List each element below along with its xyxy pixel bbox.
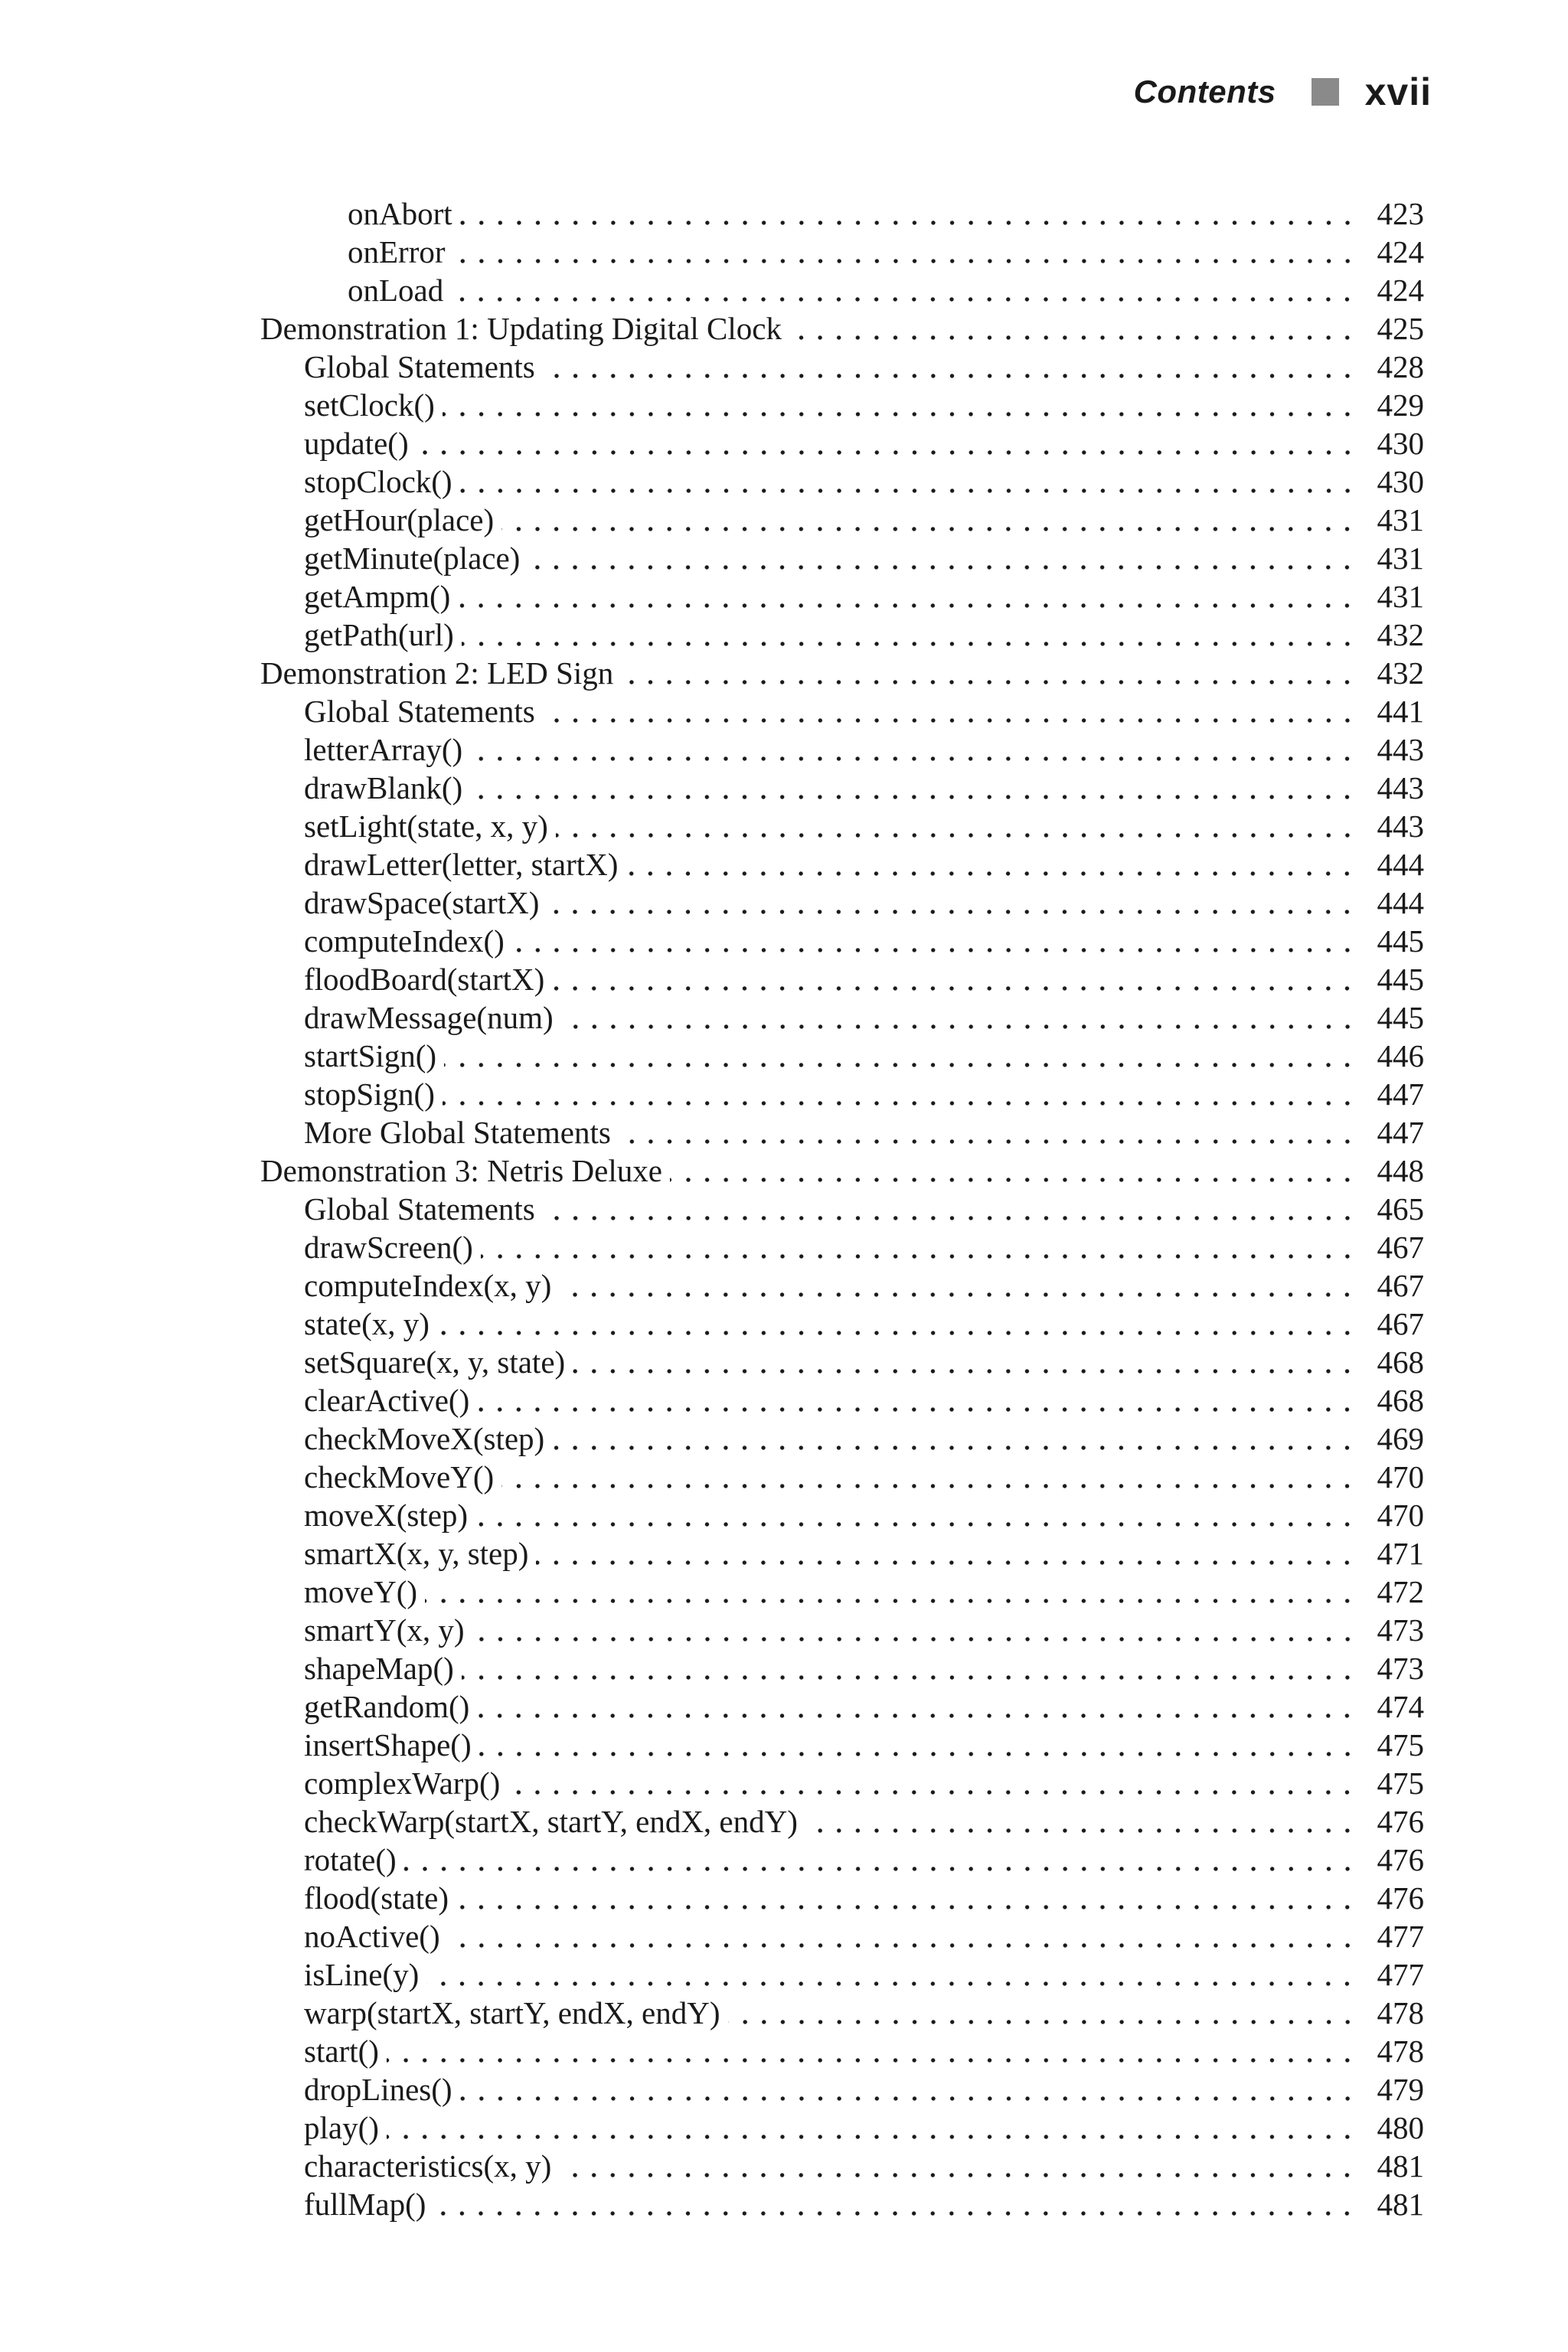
toc-entry-title: start() — [304, 2033, 387, 2069]
dot-leader — [425, 1573, 1363, 1611]
toc-entry-title: moveY() — [304, 1573, 425, 1610]
toc-entry-page: 477 — [1363, 1918, 1424, 1955]
toc-entry[interactable] — [304, 2109, 1424, 2147]
toc-entry[interactable] — [348, 271, 1424, 309]
toc-entry[interactable] — [304, 501, 1424, 539]
dot-leader — [462, 1649, 1363, 1687]
toc-entry-title: onError — [348, 234, 453, 270]
toc-entry[interactable] — [304, 1266, 1424, 1305]
toc-entry-page: 468 — [1363, 1382, 1424, 1419]
toc-entry-title: computeIndex(x, y) — [304, 1267, 559, 1304]
toc-entry-title: Global Statements — [304, 693, 543, 730]
dot-leader — [561, 998, 1363, 1037]
dot-leader — [460, 194, 1363, 233]
toc-entry-page: 447 — [1363, 1114, 1424, 1151]
dot-leader — [470, 769, 1363, 807]
toc-entry[interactable] — [304, 807, 1424, 845]
toc-entry-title: rotate() — [304, 1841, 404, 1878]
toc-entry-page: 480 — [1363, 2109, 1424, 2146]
toc-entry-page: 473 — [1363, 1650, 1424, 1687]
toc-entry[interactable] — [304, 1228, 1424, 1266]
toc-entry[interactable] — [304, 2185, 1424, 2223]
toc-entry-page: 424 — [1363, 234, 1424, 270]
dot-leader — [547, 884, 1363, 922]
toc-entry-title: clearActive() — [304, 1382, 477, 1419]
toc-entry-title: getMinute(place) — [304, 540, 528, 577]
toc-entry-page: 473 — [1363, 1612, 1424, 1648]
toc-entry[interactable] — [304, 386, 1424, 424]
running-head — [1134, 67, 1432, 116]
toc-entry-title: insertShape() — [304, 1726, 479, 1763]
dot-leader — [481, 1228, 1363, 1266]
toc-entry-title: getAmpm() — [304, 578, 458, 615]
toc-entry-title: characteristics(x, y) — [304, 2148, 559, 2184]
toc-entry-page: 467 — [1363, 1305, 1424, 1342]
dot-leader — [433, 2185, 1363, 2223]
toc-entry-page: 432 — [1363, 655, 1424, 691]
page-number: xvii — [1364, 70, 1432, 113]
toc-entry-page: 448 — [1363, 1152, 1424, 1189]
dot-leader — [387, 2032, 1363, 2070]
toc-entry-page: 431 — [1363, 501, 1424, 538]
toc-entry-page: 476 — [1363, 1841, 1424, 1878]
toc-entry-page: 444 — [1363, 846, 1424, 883]
toc-entry-page: 478 — [1363, 1994, 1424, 2031]
toc-entry[interactable] — [260, 1152, 1424, 1190]
dot-leader — [501, 1458, 1363, 1496]
dot-leader — [543, 348, 1363, 386]
toc-entry-title: setSquare(x, y, state) — [304, 1344, 573, 1380]
dot-leader — [477, 1687, 1363, 1726]
toc-entry-page: 445 — [1363, 961, 1424, 998]
toc-entry[interactable] — [304, 1841, 1424, 1879]
toc-entry-page: 424 — [1363, 272, 1424, 309]
toc-entry[interactable] — [304, 1917, 1424, 1955]
toc-entry-title: More Global Statements — [304, 1114, 619, 1151]
toc-entry[interactable] — [304, 1075, 1424, 1113]
toc-entry[interactable] — [260, 654, 1424, 692]
toc-entry-title: setClock() — [304, 387, 443, 423]
toc-entry-page: 475 — [1363, 1726, 1424, 1763]
toc-entry-page: 475 — [1363, 1765, 1424, 1802]
dot-leader — [472, 1611, 1363, 1649]
toc-entry-title: stopClock() — [304, 463, 460, 500]
toc-entry-page: 443 — [1363, 769, 1424, 806]
toc-entry[interactable] — [304, 348, 1424, 386]
dot-leader — [805, 1802, 1363, 1841]
toc-entry[interactable] — [304, 616, 1424, 654]
toc-entry[interactable] — [304, 769, 1424, 807]
toc-entry-title: drawScreen() — [304, 1229, 481, 1266]
toc-entry-page: 444 — [1363, 884, 1424, 921]
dot-leader — [528, 539, 1363, 577]
dot-leader — [670, 1152, 1363, 1190]
toc-entry-title: complexWarp() — [304, 1765, 508, 1802]
dot-leader — [556, 807, 1363, 845]
dot-leader — [501, 501, 1363, 539]
toc-entry[interactable] — [304, 845, 1424, 884]
toc-entry[interactable] — [304, 1458, 1424, 1496]
toc-entry[interactable] — [304, 730, 1424, 769]
toc-entry[interactable] — [304, 462, 1424, 501]
toc-entry-page: 471 — [1363, 1535, 1424, 1572]
toc-entry-title: setLight(state, x, y) — [304, 808, 556, 844]
toc-entry-page: 428 — [1363, 348, 1424, 385]
table-of-contents — [0, 194, 1568, 2223]
dot-leader — [443, 1075, 1363, 1113]
toc-entry[interactable] — [304, 1879, 1424, 1917]
toc-entry[interactable] — [304, 2032, 1424, 2070]
toc-entry-title: computeIndex() — [304, 923, 512, 959]
dot-leader — [475, 1496, 1363, 1534]
toc-entry-title: checkMoveX(step) — [304, 1420, 552, 1457]
toc-entry-title: play() — [304, 2109, 387, 2146]
dot-leader — [416, 424, 1363, 462]
toc-entry-title: Global Statements — [304, 348, 543, 385]
toc-entry-page: 472 — [1363, 1573, 1424, 1610]
toc-entry-page: 479 — [1363, 2071, 1424, 2108]
toc-entry[interactable] — [304, 577, 1424, 616]
toc-entry-title: checkMoveY() — [304, 1459, 501, 1495]
toc-entry[interactable] — [304, 1611, 1424, 1649]
toc-entry-page: 423 — [1363, 195, 1424, 232]
toc-entry-title: Demonstration 3: Netris Deluxe — [260, 1152, 670, 1189]
toc-entry-page: 432 — [1363, 616, 1424, 653]
toc-entry-title: fullMap() — [304, 2186, 433, 2223]
dot-leader — [477, 1381, 1363, 1419]
dot-leader — [626, 845, 1363, 884]
toc-entry[interactable] — [304, 1955, 1424, 1994]
toc-entry-title: dropLines() — [304, 2071, 460, 2108]
toc-entry-page: 431 — [1363, 540, 1424, 577]
toc-entry-page: 476 — [1363, 1803, 1424, 1840]
dot-leader — [456, 1879, 1363, 1917]
toc-entry-title: smartY(x, y) — [304, 1612, 472, 1648]
toc-entry-page: 467 — [1363, 1267, 1424, 1304]
dot-leader — [543, 1190, 1363, 1228]
toc-entry-page: 469 — [1363, 1420, 1424, 1457]
toc-entry[interactable] — [304, 1037, 1424, 1075]
toc-entry-title: warp(startX, startY, endX, endY) — [304, 1994, 728, 2031]
toc-entry-page: 443 — [1363, 808, 1424, 844]
toc-entry-title: getRandom() — [304, 1688, 477, 1725]
dot-leader — [573, 1343, 1363, 1381]
toc-entry-page: 425 — [1363, 310, 1424, 347]
dot-leader — [619, 1113, 1363, 1152]
toc-entry[interactable] — [304, 1802, 1424, 1841]
toc-entry-title: drawSpace(startX) — [304, 884, 547, 921]
toc-entry-title: stopSign() — [304, 1076, 443, 1112]
toc-entry[interactable] — [260, 309, 1424, 348]
toc-entry-title: flood(state) — [304, 1880, 456, 1916]
dot-leader — [470, 730, 1363, 769]
running-head-title: Contents — [1133, 74, 1276, 109]
toc-entry[interactable] — [304, 2147, 1424, 2185]
toc-entry[interactable] — [304, 960, 1424, 998]
dot-leader — [552, 960, 1363, 998]
toc-entry-title: drawMessage(num) — [304, 999, 561, 1036]
toc-entry[interactable] — [304, 1534, 1424, 1573]
dot-leader — [451, 271, 1363, 309]
dot-leader — [387, 2109, 1363, 2147]
toc-entry-page: 430 — [1363, 463, 1424, 500]
square-bullet-icon — [1312, 78, 1339, 106]
dot-leader — [453, 233, 1363, 271]
dot-leader — [444, 1037, 1363, 1075]
toc-entry-title: moveX(step) — [304, 1497, 475, 1534]
dot-leader — [559, 2147, 1363, 2185]
toc-entry-title: startSign() — [304, 1037, 444, 1074]
dot-leader — [552, 1419, 1363, 1458]
toc-entry-page: 446 — [1363, 1037, 1424, 1074]
toc-entry-page: 431 — [1363, 578, 1424, 615]
toc-entry[interactable] — [304, 539, 1424, 577]
toc-entry-page: 468 — [1363, 1344, 1424, 1380]
dot-leader — [460, 462, 1363, 501]
toc-entry-page: 445 — [1363, 999, 1424, 1036]
dot-leader — [443, 386, 1363, 424]
toc-entry-title: state(x, y) — [304, 1305, 437, 1342]
dot-leader — [728, 1994, 1364, 2032]
toc-entry[interactable] — [304, 2070, 1424, 2109]
toc-entry-page: 465 — [1363, 1191, 1424, 1227]
toc-entry[interactable] — [304, 1764, 1424, 1802]
toc-entry[interactable] — [304, 1305, 1424, 1343]
dot-leader — [789, 309, 1363, 348]
dot-leader — [543, 692, 1363, 730]
toc-entry-title: letterArray() — [304, 731, 470, 768]
toc-entry-page: 447 — [1363, 1076, 1424, 1112]
dot-leader — [536, 1534, 1363, 1573]
toc-entry[interactable] — [304, 1343, 1424, 1381]
toc-entry[interactable] — [304, 1649, 1424, 1687]
toc-entry-title: floodBoard(startX) — [304, 961, 552, 998]
toc-entry-title: Demonstration 1: Updating Digital Clock — [260, 310, 789, 347]
toc-entry-title: checkWarp(startX, startY, endX, endY) — [304, 1803, 805, 1840]
toc-entry[interactable] — [304, 1419, 1424, 1458]
dot-leader — [458, 577, 1363, 616]
toc-entry[interactable] — [304, 424, 1424, 462]
toc-entry-title: noActive() — [304, 1918, 448, 1955]
dot-leader — [404, 1841, 1363, 1879]
toc-entry[interactable] — [304, 1496, 1424, 1534]
toc-entry-title: smartX(x, y, step) — [304, 1535, 536, 1572]
dot-leader — [621, 654, 1363, 692]
dot-leader — [460, 2070, 1363, 2109]
toc-entry-page: 429 — [1363, 387, 1424, 423]
toc-entry-title: drawLetter(letter, startX) — [304, 846, 626, 883]
toc-entry[interactable] — [304, 1994, 1424, 2032]
toc-entry[interactable] — [348, 194, 1424, 233]
toc-entry[interactable] — [304, 922, 1424, 960]
toc-entry-page: 474 — [1363, 1688, 1424, 1725]
dot-leader — [479, 1726, 1363, 1764]
dot-leader — [426, 1955, 1363, 1994]
toc-entry-page: 441 — [1363, 693, 1424, 730]
toc-entry-title: Global Statements — [304, 1191, 543, 1227]
toc-entry[interactable] — [304, 1113, 1424, 1152]
toc-entry[interactable] — [304, 692, 1424, 730]
dot-leader — [462, 616, 1363, 654]
toc-entry-title: getPath(url) — [304, 616, 462, 653]
toc-entry-page: 477 — [1363, 1956, 1424, 1993]
toc-entry-title: update() — [304, 425, 416, 462]
toc-entry[interactable] — [304, 1573, 1424, 1611]
dot-leader — [559, 1266, 1363, 1305]
toc-entry-page: 445 — [1363, 923, 1424, 959]
toc-entry[interactable] — [304, 1726, 1424, 1764]
dot-leader — [512, 922, 1363, 960]
dot-leader — [508, 1764, 1363, 1802]
dot-leader — [448, 1917, 1363, 1955]
toc-entry[interactable] — [304, 1687, 1424, 1726]
toc-entry-title: getHour(place) — [304, 501, 501, 538]
toc-entry-title: isLine(y) — [304, 1956, 426, 1993]
toc-entry[interactable] — [304, 1381, 1424, 1419]
toc-entry-title: shapeMap() — [304, 1650, 462, 1687]
toc-entry[interactable] — [304, 884, 1424, 922]
toc-entry-page: 430 — [1363, 425, 1424, 462]
toc-entry-title: drawBlank() — [304, 769, 470, 806]
toc-entry-title: onAbort — [348, 195, 460, 232]
toc-entry[interactable] — [348, 233, 1424, 271]
toc-entry-page: 443 — [1363, 731, 1424, 768]
toc-entry-page: 476 — [1363, 1880, 1424, 1916]
toc-entry-page: 467 — [1363, 1229, 1424, 1266]
toc-entry-title: Demonstration 2: LED Sign — [260, 655, 621, 691]
toc-entry-page: 470 — [1363, 1459, 1424, 1495]
toc-entry-page: 470 — [1363, 1497, 1424, 1534]
toc-entry-page: 481 — [1363, 2186, 1424, 2223]
toc-entry[interactable] — [304, 998, 1424, 1037]
toc-entry-page: 478 — [1363, 2033, 1424, 2069]
dot-leader — [437, 1305, 1363, 1343]
toc-entry-page: 481 — [1363, 2148, 1424, 2184]
toc-entry[interactable] — [304, 1190, 1424, 1228]
toc-entry-title: onLoad — [348, 272, 451, 309]
